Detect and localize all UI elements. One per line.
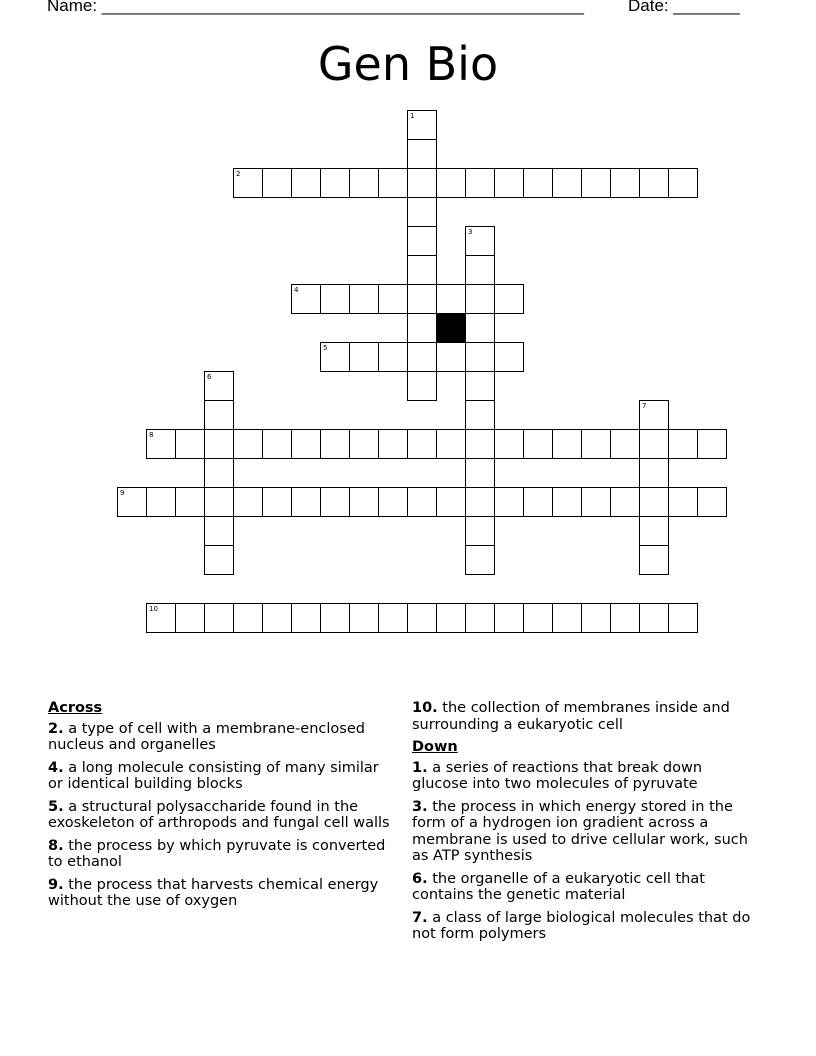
crossword-cell[interactable] — [436, 429, 466, 459]
clue-text: a class of large biological molecules that do not form polymers — [412, 909, 751, 942]
clue-number-label: 9 — [120, 489, 125, 497]
clue-text: the collection of membranes inside and surrounding a eukaryotic cell — [412, 700, 730, 733]
crossword-cell[interactable] — [436, 603, 466, 633]
crossword-cell[interactable] — [407, 139, 437, 169]
crossword-cell[interactable] — [407, 255, 437, 285]
crossword-cell[interactable] — [407, 603, 437, 633]
clue-number: 7. — [412, 909, 428, 926]
crossword-cell[interactable] — [523, 429, 553, 459]
crossword-cell[interactable] — [349, 168, 379, 198]
crossword-cell[interactable] — [523, 168, 553, 198]
clue-number: 6. — [412, 870, 428, 887]
crossword-cell[interactable] — [262, 429, 292, 459]
clue-number: 2. — [48, 720, 64, 737]
clue-text: the process that harvests chemical energy without the use of oxygen — [48, 876, 379, 909]
crossword-cell[interactable] — [668, 429, 698, 459]
crossword-cell[interactable] — [378, 487, 408, 517]
across-heading: Across — [48, 700, 103, 716]
crossword-cell[interactable] — [581, 429, 611, 459]
crossword-cell[interactable] — [436, 168, 466, 198]
clue-number-label: 1 — [410, 112, 415, 120]
crossword-cell[interactable] — [610, 487, 640, 517]
crossword-cell[interactable] — [349, 342, 379, 372]
crossword-cell[interactable] — [291, 487, 321, 517]
crossword-cell[interactable] — [407, 110, 437, 140]
clue-text: the process in which energy stored in the form of a hydrogen ion gradient across a membrane is used to drive cellular work, such as ATP synthesis — [412, 798, 748, 864]
clue-number: 3. — [412, 798, 428, 815]
clue-down-3 — [412, 799, 762, 865]
crossword-cell[interactable] — [697, 487, 727, 517]
crossword-cell[interactable] — [407, 429, 437, 459]
crossword-cell[interactable] — [465, 603, 495, 633]
crossword-cell[interactable] — [378, 603, 408, 633]
crossword-cell[interactable] — [668, 487, 698, 517]
crossword-cell[interactable] — [639, 429, 669, 459]
clue-number-label: 3 — [468, 228, 473, 236]
crossword-cell[interactable] — [581, 603, 611, 633]
crossword-cell[interactable] — [523, 603, 553, 633]
clue-number: 10. — [412, 700, 438, 716]
crossword-cell[interactable] — [523, 487, 553, 517]
crossword-cell[interactable] — [349, 603, 379, 633]
crossword-cell[interactable] — [610, 429, 640, 459]
crossword-cell[interactable] — [320, 603, 350, 633]
crossword-cell[interactable] — [465, 487, 495, 517]
crossword-cell[interactable] — [204, 429, 234, 459]
clue-down-1 — [412, 760, 762, 793]
crossword-cell[interactable] — [552, 168, 582, 198]
crossword-cell[interactable] — [494, 168, 524, 198]
crossword-cell[interactable] — [552, 487, 582, 517]
crossword-cell[interactable] — [204, 400, 234, 430]
crossword-cell[interactable] — [320, 168, 350, 198]
page-title: Gen Bio — [317, 37, 499, 91]
crossword-cell[interactable] — [349, 284, 379, 314]
crossword-cell[interactable] — [465, 400, 495, 430]
crossword-cell[interactable] — [407, 342, 437, 372]
crossword-cell[interactable] — [233, 487, 263, 517]
crossword-cell[interactable] — [146, 487, 176, 517]
clue-across-8 — [48, 838, 398, 871]
crossword-cell[interactable] — [581, 487, 611, 517]
crossword-cell[interactable] — [407, 197, 437, 227]
crossword-cell[interactable] — [697, 429, 727, 459]
crossword-cell[interactable] — [465, 545, 495, 575]
crossword-cell[interactable] — [465, 284, 495, 314]
crossword-cell[interactable] — [146, 429, 176, 459]
crossword-cell[interactable] — [465, 342, 495, 372]
clue-text: the process by which pyruvate is converted to ethanol — [48, 837, 386, 870]
down-heading: Down — [412, 739, 458, 755]
clue-down-6 — [412, 871, 762, 904]
crossword-cell[interactable] — [668, 168, 698, 198]
crossword-cell[interactable] — [436, 342, 466, 372]
clues-column-right — [412, 700, 762, 949]
crossword-cell[interactable] — [378, 168, 408, 198]
clue-text: a structural polysaccharide found in the exoskeleton of arthropods and fungal cell walls — [48, 798, 390, 831]
clue-text: a long molecule consisting of many similar or identical building blocks — [48, 759, 379, 792]
clue-down-7 — [412, 910, 762, 943]
crossword-cell[interactable] — [639, 545, 669, 575]
clue-across-9 — [48, 877, 398, 910]
crossword-cell[interactable] — [552, 603, 582, 633]
crossword-cell[interactable] — [233, 603, 263, 633]
crossword-block — [436, 313, 466, 343]
clue-across-2 — [48, 721, 398, 754]
crossword-cell[interactable] — [175, 603, 205, 633]
crossword-cell[interactable] — [407, 371, 437, 401]
crossword-cell[interactable] — [639, 603, 669, 633]
clue-across-5 — [48, 799, 398, 832]
clue-number-label: 7 — [642, 402, 647, 410]
clue-number: 8. — [48, 837, 64, 854]
clue-number: 5. — [48, 798, 64, 815]
crossword-cell[interactable] — [639, 487, 669, 517]
crossword-cell[interactable] — [349, 487, 379, 517]
crossword-cell[interactable] — [407, 168, 437, 198]
crossword-cell[interactable] — [204, 516, 234, 546]
crossword-cell[interactable] — [378, 284, 408, 314]
crossword-cell[interactable] — [639, 458, 669, 488]
clue-number-label: 8 — [149, 431, 154, 439]
crossword-cell[interactable] — [291, 429, 321, 459]
crossword-cell[interactable] — [378, 429, 408, 459]
crossword-cell[interactable] — [465, 226, 495, 256]
crossword-cell[interactable] — [436, 284, 466, 314]
crossword-cell[interactable] — [552, 429, 582, 459]
crossword-cell[interactable] — [175, 487, 205, 517]
clue-number-label: 5 — [323, 344, 328, 352]
clue-number-label: 10 — [149, 605, 158, 613]
crossword-cell[interactable] — [204, 371, 234, 401]
crossword-cell[interactable] — [465, 458, 495, 488]
clue-across-10 — [412, 700, 762, 733]
clue-text: a type of cell with a membrane-enclosed nucleus and organelles — [48, 720, 365, 753]
crossword-cell[interactable] — [320, 284, 350, 314]
clue-number-label: 4 — [294, 286, 299, 294]
crossword-cell[interactable] — [204, 487, 234, 517]
crossword-cell[interactable] — [465, 429, 495, 459]
clue-number-label: 2 — [236, 170, 241, 178]
crossword-cell[interactable] — [494, 487, 524, 517]
crossword-cell[interactable] — [494, 284, 524, 314]
crossword-cell[interactable] — [581, 168, 611, 198]
crossword-cell[interactable] — [233, 168, 263, 198]
crossword-cell[interactable] — [668, 603, 698, 633]
crossword-cell[interactable] — [494, 429, 524, 459]
crossword-cell[interactable] — [262, 168, 292, 198]
crossword-cell[interactable] — [407, 226, 437, 256]
crossword-cell[interactable] — [465, 313, 495, 343]
clues-column-left — [48, 700, 398, 916]
clue-text: the organelle of a eukaryotic cell that contains the genetic material — [412, 870, 705, 903]
crossword-cell[interactable] — [291, 284, 321, 314]
crossword-cell[interactable] — [639, 400, 669, 430]
crossword-cell[interactable] — [465, 168, 495, 198]
crossword-cell[interactable] — [639, 168, 669, 198]
clue-number-label: 6 — [207, 373, 212, 381]
crossword-cell[interactable] — [175, 429, 205, 459]
crossword-cell[interactable] — [291, 168, 321, 198]
date-field-label[interactable]: Date: _______ — [628, 0, 740, 15]
crossword-cell[interactable] — [494, 603, 524, 633]
crossword-cell[interactable] — [610, 168, 640, 198]
crossword-cell[interactable] — [320, 429, 350, 459]
crossword-cell[interactable] — [465, 255, 495, 285]
crossword-cell[interactable] — [320, 487, 350, 517]
name-field-label[interactable]: Name: ___________________________________________________ — [47, 0, 584, 15]
crossword-cell[interactable] — [436, 487, 466, 517]
crossword-cell[interactable] — [494, 342, 524, 372]
clue-number: 9. — [48, 876, 64, 893]
crossword-cell[interactable] — [320, 342, 350, 372]
crossword-cell[interactable] — [610, 603, 640, 633]
crossword-cell[interactable] — [204, 458, 234, 488]
clue-number: 1. — [412, 759, 428, 776]
crossword-cell[interactable] — [291, 603, 321, 633]
crossword-cell[interactable] — [407, 487, 437, 517]
crossword-cell[interactable] — [349, 429, 379, 459]
clue-across-4 — [48, 760, 398, 793]
crossword-cell[interactable] — [465, 371, 495, 401]
crossword-cell[interactable] — [262, 487, 292, 517]
crossword-cell[interactable] — [407, 313, 437, 343]
crossword-cell[interactable] — [407, 284, 437, 314]
crossword-cell[interactable] — [639, 516, 669, 546]
crossword-cell[interactable] — [146, 603, 176, 633]
clue-number: 4. — [48, 759, 64, 776]
crossword-cell[interactable] — [465, 516, 495, 546]
crossword-cell[interactable] — [233, 429, 263, 459]
crossword-cell[interactable] — [204, 545, 234, 575]
crossword-cell[interactable] — [204, 603, 234, 633]
crossword-cell[interactable] — [117, 487, 147, 517]
clue-text: a series of reactions that break down glucose into two molecules of pyruvate — [412, 759, 703, 792]
crossword-cell[interactable] — [262, 603, 292, 633]
crossword-cell[interactable] — [378, 342, 408, 372]
